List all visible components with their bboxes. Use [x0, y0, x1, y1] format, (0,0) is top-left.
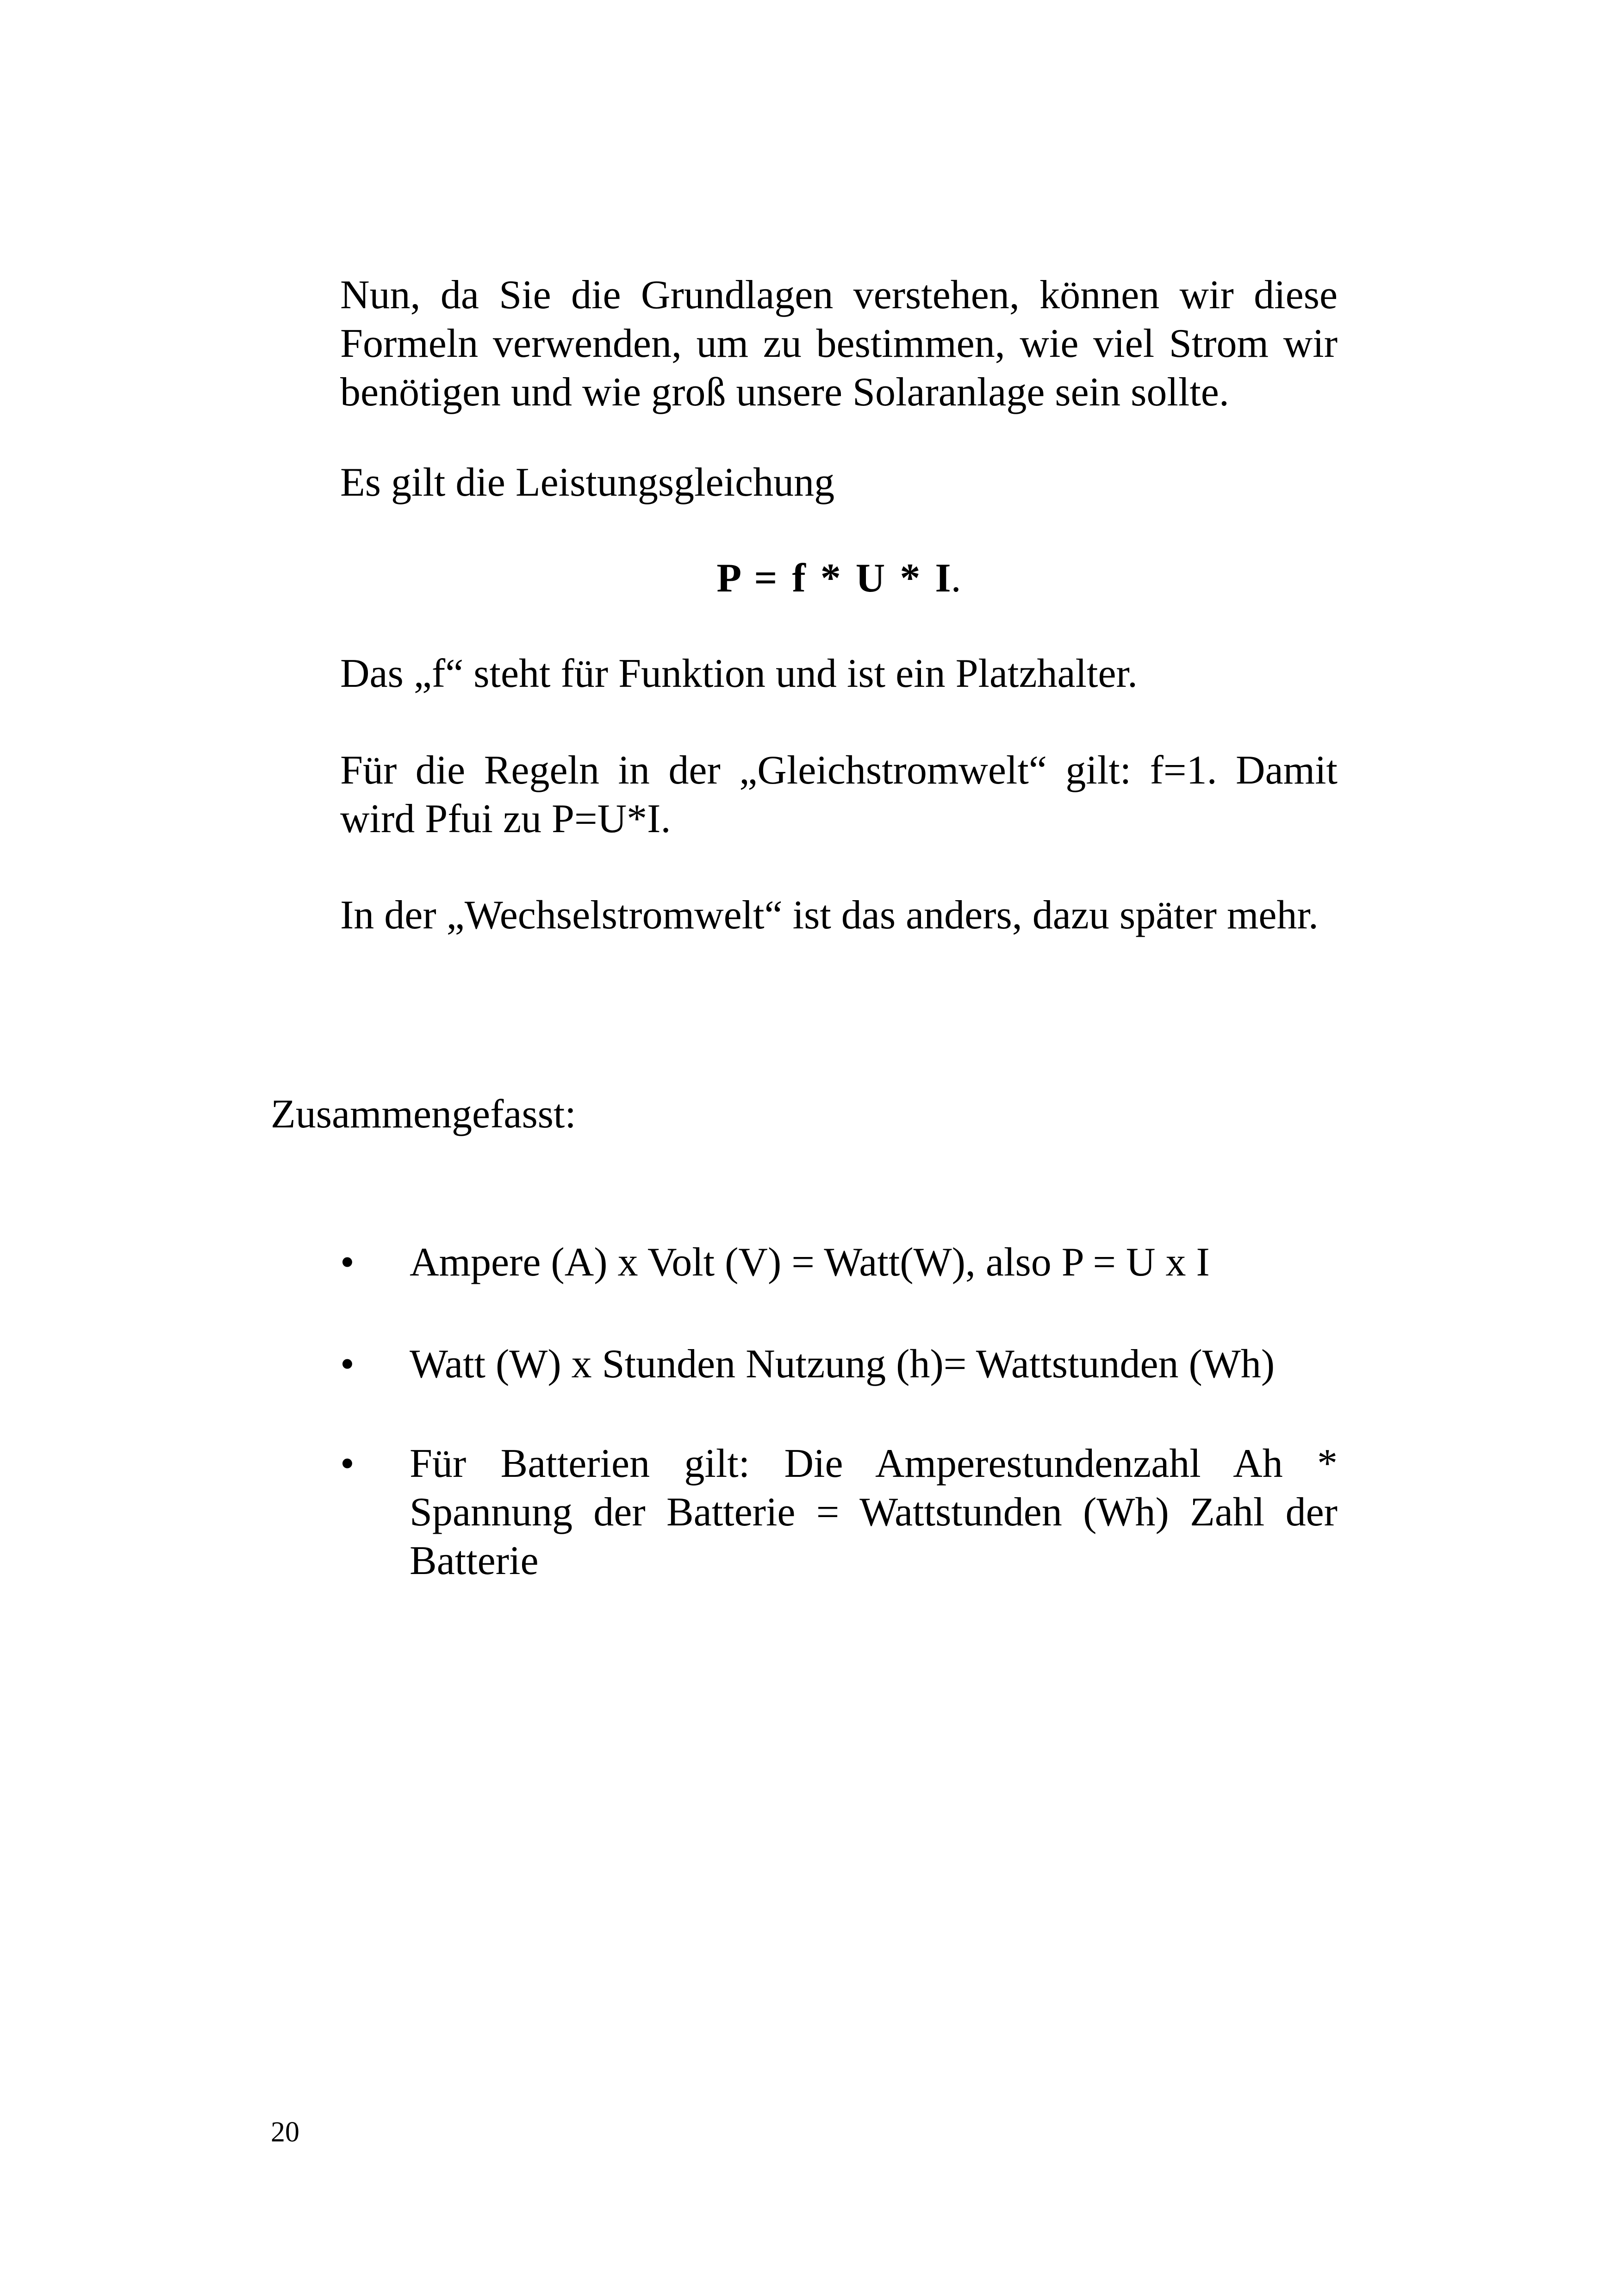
bullet-marker: •: [340, 1240, 355, 1285]
summary-heading: Zusammengefasst:: [271, 1092, 576, 1137]
bullet-marker: •: [340, 1441, 355, 1486]
bullet-list-item: [340, 1439, 1338, 1583]
power-formula-expression: P = f * U * I: [716, 556, 951, 601]
ac-note-paragraph: In der „Wechselstromwelt“ ist das anders, dazu später mehr.: [340, 893, 1319, 938]
f-explanation-paragraph: Das „f“ steht für Funktion und ist ein Platzhalter.: [340, 651, 1138, 696]
power-formula: [340, 554, 1338, 603]
dc-rules-paragraph: Für die Regeln in der „Gleichstromwelt“ gilt: f=1. Damit wird Pfui zu P=U*I.: [340, 748, 1338, 841]
bullet-list-item: [340, 1340, 1338, 1391]
bullet-text: Ampere (A) x Volt (V) = Watt(W), also P = U x I: [410, 1240, 1210, 1285]
bullet-marker: •: [340, 1342, 355, 1387]
page-number: 20: [271, 2116, 299, 2148]
power-formula-period: .: [951, 556, 961, 601]
bullet-text: Für Batterien gilt: Die Amperestundenzahl Ah * Spannung der Batterie = Wattstunden (Wh) Zahl der Batterie: [410, 1441, 1338, 1583]
bullet-text: Watt (W) x Stunden Nutzung (h)= Wattstunden (Wh): [410, 1342, 1275, 1387]
bullet-list-item: [340, 1238, 1338, 1289]
intro-paragraph: Nun, da Sie die Grundlagen verstehen, können wir diese Formeln verwenden, um zu bestimmen, wie viel Strom wir benötigen und wie groß unsere Solaranlage sein sollte.: [340, 273, 1338, 415]
equation-intro-paragraph: Es gilt die Leistungsgleichung: [340, 460, 835, 505]
